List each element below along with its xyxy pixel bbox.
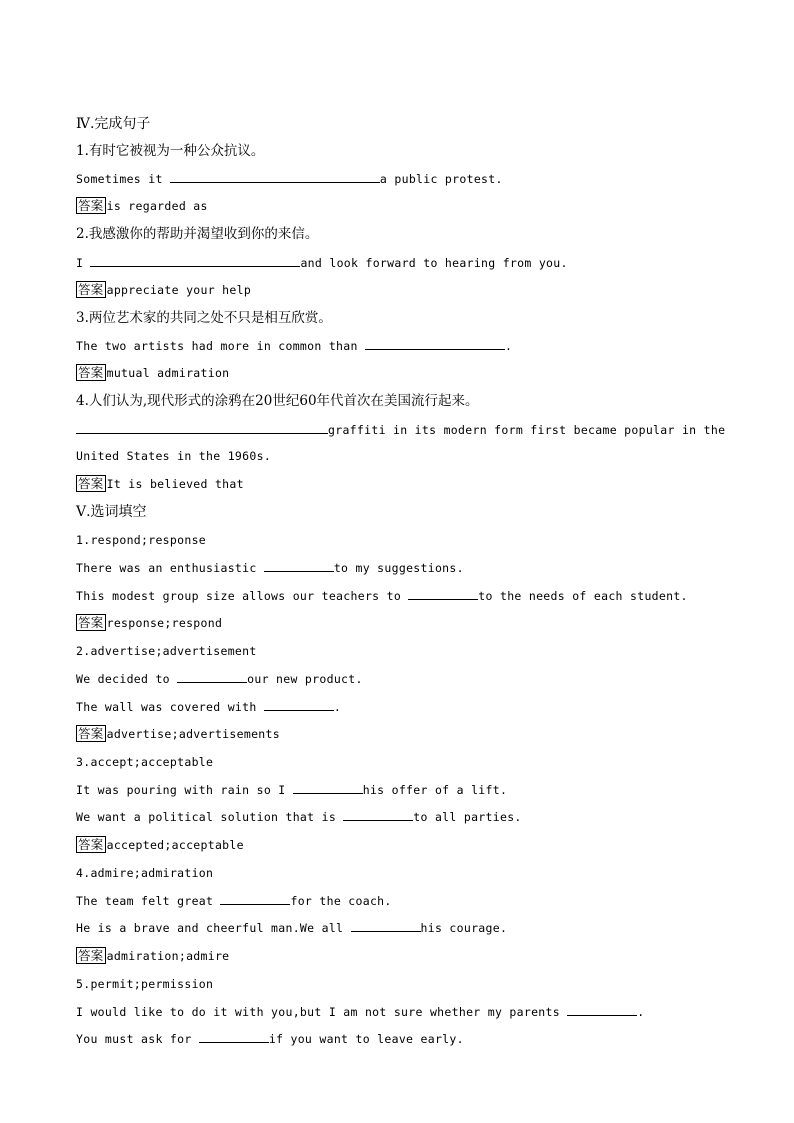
answer-line: 答案 accepted;acceptable — [78, 837, 244, 852]
answer-badge: 答案 — [78, 726, 104, 741]
word-pair: 1.respond;response — [76, 533, 207, 547]
question-en: I would like to do it with you,but I am not sure whether my parents . — [76, 1005, 645, 1019]
answer-blank[interactable] — [567, 1003, 637, 1016]
answer-blank[interactable] — [90, 254, 300, 267]
question-en: The team felt great for the coach. — [76, 894, 392, 908]
question-en: There was an enthusiastic to my suggestions. — [76, 561, 464, 575]
answer-badge: 答案 — [78, 948, 104, 963]
answer-line: 答案 is regarded as — [78, 198, 208, 213]
question-en: You must ask for if you want to leave early. — [76, 1032, 464, 1046]
question-en: It was pouring with rain so I his offer of a lift. — [76, 783, 508, 797]
word-pair: 2.advertise;advertisement — [76, 644, 257, 658]
question-en-continued: United States in the 1960s. — [76, 449, 272, 463]
question-en: We decided to our new product. — [76, 672, 363, 686]
word-pair: 4.admire;admiration — [76, 866, 214, 880]
question-en: He is a brave and cheerful man.We all his courage. — [76, 921, 508, 935]
answer-badge: 答案 — [78, 837, 104, 852]
answer-blank[interactable] — [199, 1030, 269, 1043]
answer-blank[interactable] — [293, 781, 363, 794]
question-en: I and look forward to hearing from you. — [76, 256, 568, 270]
question-cn: 2.我感激你的帮助并渴望收到你的来信。 — [76, 226, 319, 242]
question-en: The two artists had more in common than . — [76, 339, 513, 353]
question-cn: 1.有时它被视为一种公众抗议。 — [76, 143, 265, 159]
answer-line: 答案 appreciate your help — [78, 282, 252, 297]
answer-blank[interactable] — [170, 170, 380, 183]
answer-blank[interactable] — [408, 587, 478, 600]
answer-badge: 答案 — [78, 198, 104, 213]
answer-blank[interactable] — [343, 808, 413, 821]
answer-line: 答案 response;respond — [78, 615, 223, 630]
question-en: Sometimes it a public protest. — [76, 172, 503, 186]
section-heading: Ⅴ.选词填空 — [76, 504, 147, 520]
answer-line: 答案 It is believed that — [78, 476, 244, 491]
answer-blank[interactable] — [264, 559, 334, 572]
section-heading: Ⅳ.完成句子 — [76, 116, 151, 132]
question-cn: 4.人们认为,现代形式的涂鸦在20世纪60年代首次在美国流行起来。 — [76, 393, 479, 409]
answer-line: 答案 mutual admiration — [78, 365, 230, 380]
answer-blank[interactable] — [351, 919, 421, 932]
answer-line: 答案 advertise;advertisements — [78, 726, 280, 741]
question-en: This modest group size allows our teachers to to the needs of each student. — [76, 589, 688, 603]
answer-blank[interactable] — [264, 698, 334, 711]
answer-blank[interactable] — [76, 421, 328, 434]
answer-badge: 答案 — [78, 365, 104, 380]
answer-badge: 答案 — [78, 282, 104, 297]
question-en: graffiti in its modern form first became popular in the — [76, 421, 718, 438]
answer-line: 答案 admiration;admire — [78, 948, 230, 963]
question-cn: 3.两位艺术家的共同之处不只是相互欣赏。 — [76, 310, 332, 326]
question-en: We want a political solution that is to all parties. — [76, 810, 522, 824]
answer-blank[interactable] — [220, 892, 290, 905]
question-en: The wall was covered with . — [76, 700, 342, 714]
answer-badge: 答案 — [78, 615, 104, 630]
answer-blank[interactable] — [177, 670, 247, 683]
word-pair: 5.permit;permission — [76, 977, 214, 991]
word-pair: 3.accept;acceptable — [76, 755, 214, 769]
answer-badge: 答案 — [78, 476, 104, 491]
answer-blank[interactable] — [365, 337, 505, 350]
